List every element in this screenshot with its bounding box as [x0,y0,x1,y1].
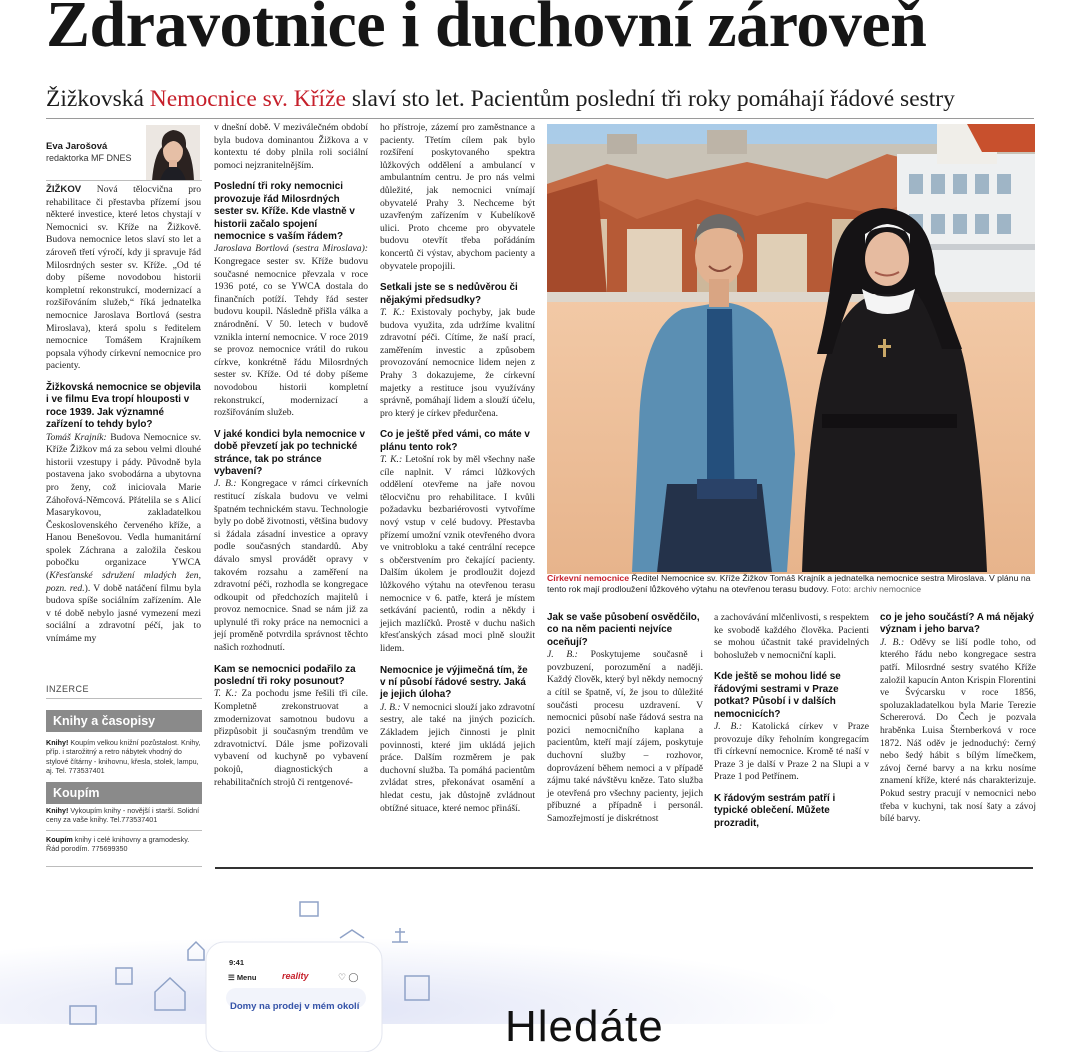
article-column-4 [547,612,703,826]
classified-ad [46,738,202,776]
phone-time: 9:41 [229,958,245,967]
article-column-2 [214,122,368,789]
answer [547,649,703,825]
answer-text: V nemocnici slouží jako zdravotní sestry, ale také na jiných pozicích. Základem jejich činnosti je plnit povinnosti, které jim ukládá jejich práce. Dalším rozměrem je pak duchovní služba. Ta pomáhá pacientům zvládat stres, překonávat osamění a hledat cestu, jak důstojně zvládnout obtížné situace, které nemoc přináší. [380,701,535,814]
answer [214,478,368,654]
answer [214,243,368,419]
promo-banner [0,880,1079,1051]
answer-text: Za pochodu jsme řešili tři cíle. Kompletně zrekonstruovat a zmodernizovat samotnou budovu a přizpůsobit ji současným trendům ve zdravotnictví. Dále jsme pořizovali vybavení od kuchyně po vybavení pokojů, diagnostických a rehabilitačních strojů či rentgenové- [214,688,368,788]
question: V jaké kondici byla nemocnice v době převzetí jak po technické stránce, tak po stránce vybavení? [214,428,365,477]
ad-keyword: Knihy! [46,806,69,815]
photo-credit: Foto: archiv nemocnice [828,584,922,595]
answer-text: ). V době natáčení filmu byla budova spíše sociálním zařízením. Ale v té době nebylo jasné vymezení mezi sociální a zdravotní péčí, jak to vnímáme my [46,582,201,645]
subhead-part-2: slaví sto let. Pacientům poslední tři roky pomáhají řádové sestry [345,86,955,112]
heart-icon[interactable]: ♡ [338,972,347,982]
article-column-6 [880,612,1036,826]
subhead-part-1: Žižkovská [46,86,150,112]
menu-icon: ☰ [228,973,237,982]
dateline: ŽIŽKOV [46,184,82,195]
answer-text: Existovaly pochyby, jak bude budova využita, zda udržíme kvalitní zdravotní péči. Cítíme, že naší prací, zaměřením investic a způsobem provozování nemocnice lidem nejen z Prahy 3 dokazujeme, že církevní majetky a restituce jsou využívány správně, pomáhají lidem a slouží účelu, pro který je církev předurčena. [380,306,535,419]
phone-header-icons [338,972,358,983]
speaker-name: J. B.: [547,649,578,661]
question: Poslední tři roky nemocnici provozuje řád Milosrdných sester sv. Kříže. Kde vlastně v historii začalo spojení nemocnice s vaším řádem? [214,181,355,242]
question: K řádovým sestrám patří i typické oblečení. Můžete prozradit, [714,792,836,829]
caption-text: Ředitel Nemocnice sv. Kříže Žižkov Tomáš Krajník a jednatelka nemocnice sestra Miroslava. V plánu na tento rok mají prodloužení lůžkového výtahu na otevřenou terasu budovy. [547,573,1031,595]
answer [714,721,869,784]
answer [380,307,535,420]
article-column-5 [714,612,869,830]
answer-text: Katolická církev v Praze provozuje díky řeholním kongregacím tři církevní nemocnice. Kromě té naší v Praze 3 je další v Praze 2 na Slupi a v Praze 1 pod Petřínem. [714,721,869,783]
article-bottom-rule [215,867,1033,869]
phone-menu[interactable] [228,973,256,982]
speaker-name: T. K.: [380,306,405,318]
ad-category-books: Knihy a časopisy [46,710,202,732]
speaker-name: J. B.: [380,701,401,713]
speaker-name: J. B.: [880,636,905,648]
ad-category-buy: Koupím [46,782,202,804]
phone-search-field[interactable]: Domy na prodej v mém okolí [230,1001,360,1012]
author-role: redaktorka MF DNES [46,153,132,163]
caption-label: Církevní nemocnice [547,573,630,583]
answer [214,688,368,789]
answer-text: Kongregace sester sv. Kříže budovu současné nemocnice převzala v roce 1936 poté, co se YWCA dostala do finančních potíží. Tehdy řád sester budovu koupil. Následně přišla válka a znárodnění. V 50. letech v budově vznikla interní nemocnice. V roce 2019 se provoz nemocnice vrátil do rukou církve, konkrétně řádu Milosrdných sester sv. Kříže. Od té doby píšeme novodobou historii kompletní rekonstrukcí, modernizací a rozšiřováním služeb. [214,256,368,419]
answer-text: Kongregace v rámci církevních restitucí získala budovu ve velmi špatném technickém stavu. Technologie byly po době životnosti, většina budovy si žádala zásadní investice a opravy podle současných standardů. Aby dávalo smysl provádět opravy v takovém rozsahu a zaměření na zdravotní péči, rozhodla se kongregace odkoupit od předchozích majitelů i provoz nemocnice. Snad se nám již za uplynulé tři roky práce na nemocnici a její proměně potvrdila správnost těchto našich rozhodnutí. [214,478,368,654]
question-continued: co je jeho součástí? A má nějaký význam i jeho barva? [880,612,1035,636]
answer-text: Oděvy se liší podle toho, od kterého řádu nebo kongregace sestra patří. Milosrdné sestry svatého Kříže založil kapucín Anton Krispin Florentini ve Švýcarsku v roce 1856, spoluzakladatelkou byla Marie Terezie Schererová. Do Čech je pozvala hraběnka Luisa Šternberková v roce 1872. Náš oděv je jednoduchý: černý nebo šedý hábit s bílým límečkem, závoj černé barvy a na krku nosíme znamení kříže, které nás charakterizuje. Pokud sestry pracují v nemocnici nebo třeba v kuchyni, tak nosí šaty a závoj bílé barvy. [880,636,1036,825]
speaker-name: Tomáš Krajník: [46,431,107,443]
speaker-name: Jaroslava Bortlová (sestra Miroslava): [214,243,368,255]
ad-keyword: Knihy! [46,738,69,747]
speaker-name: J. B.: [714,721,743,732]
answer [46,432,201,646]
question: Co je ještě před vámi, co máte v plánu tento rok? [380,429,530,453]
classified-ad [46,806,202,825]
divider [46,118,1034,119]
lead-text: Nová tělocvična pro rehabilitace či přestavba přízemí jsou některé investice, které letos chystají v Nemocnici sv. Kříže na Žižkově. Budova nemocnice letos slaví sto let a zároveň třetí výročí, kdy ji spravuje řád Milosrdných sester sv. Kříže. „Od té doby píšeme novodobou historii kompletní rekonstrukcí, modernizací a rozšiřováním služeb,“ říká jednatelka nemocnice Jaroslava Bortlová (sestra Miroslava), která spolu s ředitelem nemocnice Tomášem Krajníkem popsala výhody církevní nemocnice pro pacienty. [46,184,201,372]
answer-text: Letošní rok by měl všechny naše cíle naplnit. V rámci lůžkových oddělení otevřeme na jaře novou tělocvičnu pro rehabilitace. I kvůli požadavku bezbariérovosti vytvoříme nový vstup v celé budovy. Přestavba přízemí umožní vznik otevřeného dvora ve vnitrobloku a také centrální recepce s občerstvením pro čekající pacienty. Dalším úkolem je prodloužit dojezd lůžkového výtahu na otevřenou terasu nemocnice v 6. patře, která je místem setkávání pacientů, rodin a někdy i jejich mazlíčků. Prostě v duchu našich křesťanských zásad moci plně sloužit lidem. [380,454,535,654]
paragraph: v dnešní době. V meziválečném období byla budova dominantou Žižkova a v kontextu té doby plnila roli sociální pomoci nejzranitelnějším. [214,122,368,171]
ad-text: knihy i celé knihovny a gramodesky. Řád porodím. 775699350 [46,835,190,854]
question: Nemocnice je výjimečná tím, že v ní působí řádové sestry. Jaká je jejich úloha? [380,664,528,701]
speaker-name: J. B.: [214,478,237,490]
question: Kde ještě se mohou lidé se řádovými sestrami v Praze potkat? Působí i v dalších nemocnicích? [714,671,841,720]
question: Jak se vaše působení osvědčilo, co na něm pacienti nejvíce oceňují? [547,612,700,648]
user-icon[interactable]: ◯ [348,972,359,982]
answer-text: Budova Nemocnice sv. Kříže Žižkov má za sebou velmi dlouhé historii vzestupy i pády. Původně byla postavena jako svobodárna a ubytovna pro ženy, což iniciovala Marie Záhořová-Němcová. Přátelila se s Alicí Masarykovou, zakladatelkou Československého červeného kříže, a Hanou Benešovou. Vedla humanitární spolek Záchrana a založila českou pobočku organizace YWCA ( [46,431,202,582]
author-divider [46,180,202,181]
ad-section-label: INZERCE [46,684,90,694]
paragraph: ho přístroje, zázemí pro zaměstnance a pacienty. Třetím cílem pak bylo rozšíření poskytovaného spektra lůžkových oddělení a ambulancí v ambulantním centru. Je pro nás velmi důležité, jak nemocnici vnímají obyvatelé Prahy 3. Nechceme být uzavřeným zařízením v Kubelíkově ulici. Proto chceme pro obyvatele budovu otevřít třeba pořádáním koncertů či výstav, abychom pacienty a obyvatele propojili. [380,122,535,272]
answer [380,702,535,815]
speaker-name: T. K.: [380,454,403,466]
ad-divider [46,830,202,831]
speaker-name: T. K.: [214,688,238,700]
subhead-hospital-name: Nemocnice sv. Kříže [149,86,346,112]
article-column-3 [380,122,535,815]
phone-app-logo: reality [282,971,309,981]
answer [880,637,1036,826]
photo-caption [547,573,1037,596]
answer-text: Poskytujeme současně i povzbuzení, porozumění a naději. Každý člověk, který byl někdy nemocný a cítil se špatně, ví, že jsou to důležité součásti procesu uzdravení. V nemocnici působí naše řádová sestra na pozici nemocničního kaplana a pacientům, kteří mají zájem, poskytuje duchovní služby – rozhovor, doprovázení během nemoci a v případě zájmu také návštěvu kněze. Tato služba je otevřená pro všechny pacienty, jejich příbuzné a případně i personál. Samozřejmostí je diskrétnost [547,649,704,824]
subheadline [46,86,1056,113]
question: Kam se nemocnici podařilo za poslední tři roky posunout? [214,663,356,688]
ad-divider [46,698,202,699]
question: Setkali jste se s nedůvěrou či nějakými předsudky? [380,282,518,306]
author-name: Eva Jarošová [46,141,108,152]
article-column-1 [46,184,201,646]
ad-divider [46,866,202,867]
question: Žižkovská nemocnice se objevila i ve filmu Eva tropí hlouposti v roce 1939. Jak významné zařízení to tehdy bylo? [46,381,201,431]
classified-ad [46,835,202,854]
headline: Zdravotnice i duchovní zároveň [46,0,927,61]
promo-headline: Hledáte [505,1002,664,1051]
menu-label: Menu [236,973,257,982]
paragraph: a zachovávání mlčenlivosti, s respektem ke svobodě každého člověka. Pacienti se mohou účastnit také pravidelných bohoslužeb v nemocniční kapli. [714,612,869,661]
answer [380,454,535,656]
ad-keyword: Koupím [46,835,73,844]
answer-italic-note: Křesťanské sdružení mladých žen, pozn. red. [46,570,201,594]
article-photo [547,124,1035,572]
ad-text: Vykoupím knihy - novější i starší. Solidní ceny za vaše knihy. Tel.773537401 [46,806,200,825]
author-photo [146,125,200,181]
ad-text: Koupím velkou knižní pozůstalost. Knihy, příp. i starožitný a retro nábytek vhodný do stylové čítárny - knihovnu, křesla, stolek, lampu, aj. Tel. 773537401 [46,738,201,776]
